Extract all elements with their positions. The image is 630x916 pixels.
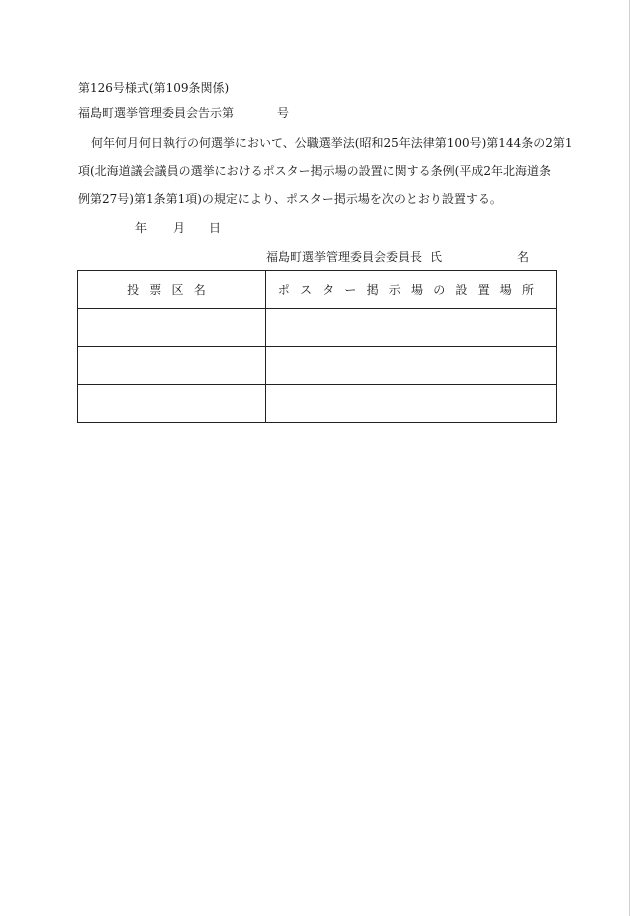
signer-shi: 氏 — [430, 250, 443, 264]
date-day: 日 — [209, 221, 222, 235]
table-header-row — [78, 271, 557, 309]
body-line: 項(北海道議会議員の選挙におけるポスター掲示場の設置に関する条例(平成2年北海道条 — [78, 164, 552, 178]
table-cell — [78, 385, 266, 423]
body-line: 何年何月何日執行の何選挙において、公職選挙法(昭和25年法律第100号)第144条の2第1 — [91, 136, 573, 150]
table-row — [78, 347, 557, 385]
table-cell — [266, 309, 557, 347]
notice-number — [78, 106, 290, 120]
table-cell — [78, 309, 266, 347]
body-line: 例第27号)第1条第1項)の規定により、ポスター掲示場を次のとおり設置する。 — [78, 192, 502, 206]
header-voting-district: 投票区名 — [78, 271, 266, 309]
table-cell — [266, 385, 557, 423]
notice-prefix: 福島町選挙管理委員会告示第 — [78, 106, 235, 120]
table-cell — [78, 347, 266, 385]
signer-mei: 名 — [517, 250, 530, 264]
signer-title: 福島町選挙管理委員会委員長 — [266, 250, 423, 264]
date-year: 年 — [135, 221, 148, 235]
header-poster-location: ポスター掲示場の設置場所 — [266, 271, 557, 309]
table-row — [78, 309, 557, 347]
notice-suffix: 号 — [277, 106, 290, 120]
table-row — [78, 385, 557, 423]
date-month: 月 — [173, 221, 186, 235]
table-cell — [266, 347, 557, 385]
form-number: 第126号様式(第109条関係) — [78, 81, 230, 95]
poster-location-table — [77, 270, 557, 423]
